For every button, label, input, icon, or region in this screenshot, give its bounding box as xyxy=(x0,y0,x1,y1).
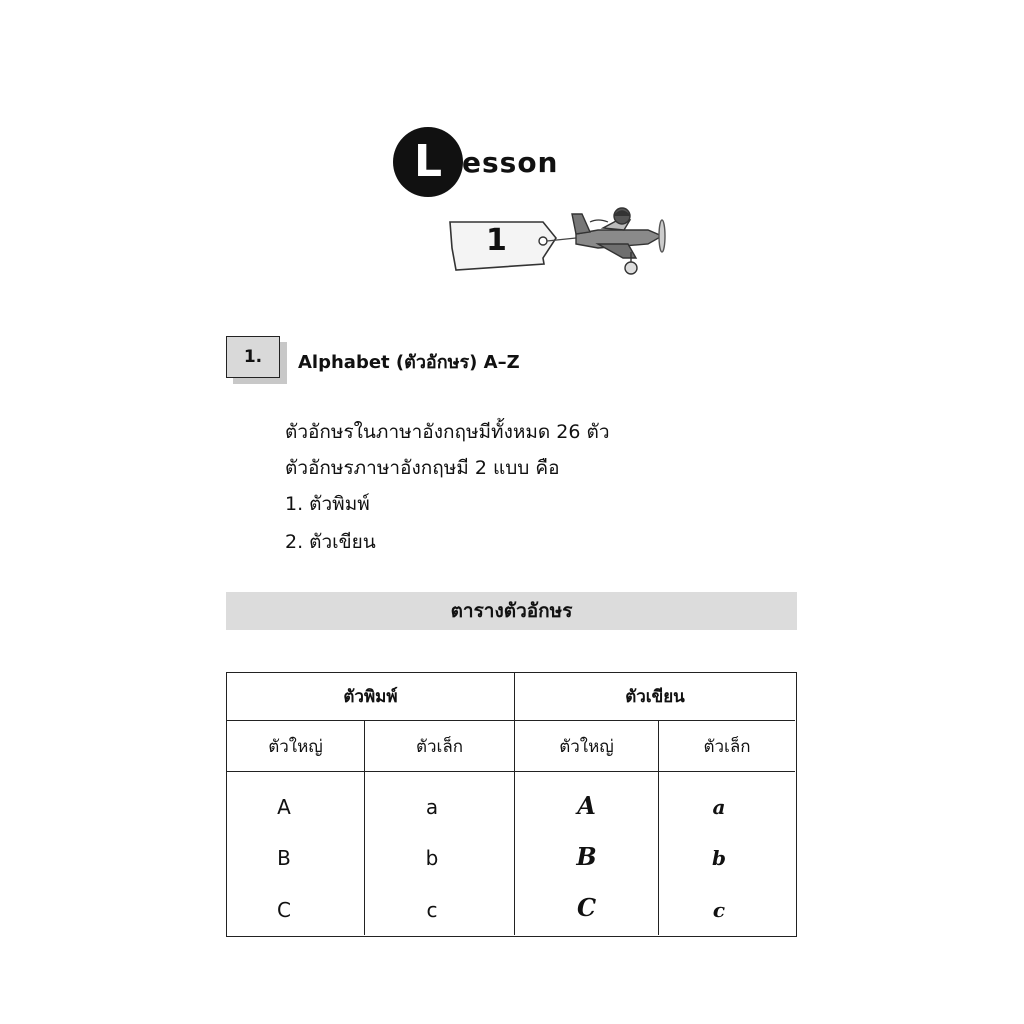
table-cell-script-upper: A xyxy=(577,790,596,820)
table-cell-print-lower: c xyxy=(426,898,438,922)
subheader-script-lower: ตัวเล็ก xyxy=(703,736,751,757)
table-cell-script-lower: c xyxy=(712,898,726,922)
section-title: Alphabet (ตัวอักษร) A–Z xyxy=(298,352,520,373)
table-cell-script-lower: b xyxy=(712,846,726,870)
subheader-script-upper: ตัวใหญ่ xyxy=(559,736,614,757)
table-cell-script-lower: a xyxy=(712,795,726,819)
section-number-box xyxy=(226,336,280,378)
airplane-icon xyxy=(572,208,665,274)
section-number: 1. xyxy=(243,347,263,367)
body-line-1: ตัวอักษรในภาษาอังกฤษมีทั้งหมด 26 ตัว xyxy=(285,421,610,443)
table-cell-print-upper: A xyxy=(277,795,291,819)
body-line-4: 2. ตัวเขียน xyxy=(285,531,376,553)
table-cell-print-lower: a xyxy=(425,795,439,819)
header-print: ตัวพิมพ์ xyxy=(343,687,398,707)
table-cell-print-upper: B xyxy=(277,846,291,870)
lesson-initial: L xyxy=(413,136,443,187)
table-cell-script-upper: C xyxy=(576,892,597,922)
lesson-number: 1 xyxy=(486,223,507,258)
table-divider-subheader xyxy=(227,771,795,772)
subheader-print-lower: ตัวเล็ก xyxy=(415,736,464,757)
body-line-3: 1. ตัวพิมพ์ xyxy=(285,493,370,515)
table-banner xyxy=(226,592,797,630)
table-banner-label: ตารางตัวอักษร xyxy=(450,600,573,622)
airplane-banner-illustration xyxy=(448,200,688,282)
subheader-print-upper: ตัวใหญ่ xyxy=(268,736,323,757)
body-line-2: ตัวอักษรภาษาอังกฤษมี 2 แบบ คือ xyxy=(285,457,560,479)
alphabet-table xyxy=(226,672,797,937)
table-cell-print-upper: C xyxy=(277,898,291,922)
lesson-initial-badge xyxy=(393,127,463,197)
lesson-title-rest: esson xyxy=(462,146,559,179)
table-cell-script-upper: B xyxy=(576,841,597,871)
header-script: ตัวเขียน xyxy=(625,687,685,707)
table-cell-print-lower: b xyxy=(425,846,439,870)
